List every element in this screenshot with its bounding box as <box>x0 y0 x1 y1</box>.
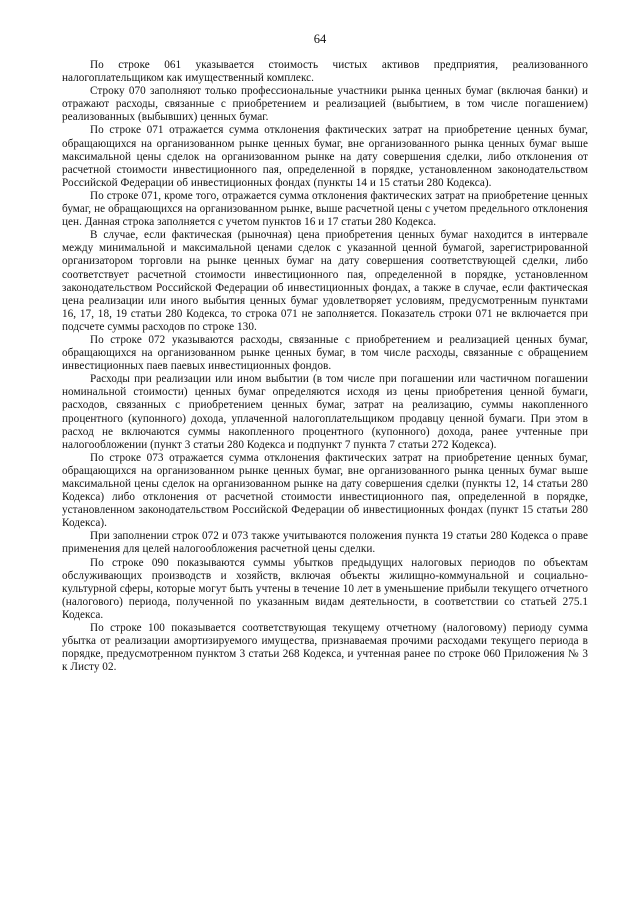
paragraph-line-090: По строке 090 показываются суммы убытков предыдущих налоговых периодов по объектам обслуживающих производств и хозяйств, включая объекты жилищно-коммунальной и социально-культурной сферы, которые могут быть учтены в течение 10 лет в уменьшение прибыли текущего отчетного (налогового) периода, полученной по указанным видам деятельности, в соответствии со статьей 275.1 Кодекса. <box>62 556 588 621</box>
paragraph-line-061: По строке 061 указывается стоимость чистых активов предприятия, реализованного налогоплательщиком как имущественный комплекс. <box>62 59 588 85</box>
paragraph-line-071-additional: По строке 071, кроме того, отражается сумма отклонения фактических затрат на приобретение ценных бумаг, не обращающихся на организованном рынке, выше расчетной цены с учетом предельного отклонения цен. Данная строка заполняется с учетом пунктов 16 и 17 статьи 280 Кодекса. <box>62 189 588 229</box>
paragraph-line-070: Строку 070 заполняют только профессиональные участники рынка ценных бумаг (включая банки) и отражают расходы, связанные с приобретением и реализацией (выбытием, в том числе погашением) реализованных (выбывших) ценных бумаг. <box>62 85 588 124</box>
paragraph-line-100: По строке 100 показывается соответствующая текущему отчетному (налоговому) периоду сумма убытка от реализации амортизируемого имущества, признаваемая прочими расходами текущего периода в порядке, предусмотренном пунктом 3 статьи 268 Кодекса, и учтенная ранее по строке 060 Приложения № 3 к Листу 02. <box>62 622 588 674</box>
paragraph-line-071: По строке 071 отражается сумма отклонения фактических затрат на приобретение ценных бумаг, обращающихся на организованном рынке ценных бумаг, вне организованного рынка ценных бумаг выше максимальной цены сделок на организованном рынке на дату совершения сделки, либо отклонения от расчетной стоимости инвестиционного пая, определенной в порядке, установленном законодательством Российской Федерации об инвестиционных фондах (пункты 14 и 15 статьи 280 Кодекса). <box>62 124 588 189</box>
paragraph-line-072: По строке 072 указываются расходы, связанные с приобретением и реализацией ценных бумаг, обращающихся на организованном рынке ценных бумаг, в том числе расходы, связанные с обращением инвестиционных паев паевых инвестиционных фондов. <box>62 333 588 373</box>
paragraph-disposal-expenses: Расходы при реализации или ином выбытии (в том числе при погашении или частичном погашении номинальной стоимости) ценных бумаг определяются исходя из цены приобретения ценной бумаги, расходов, связанных с приобретением ценных бумаг, затрат на реализацию, суммы накопленного процентного (купонного) дохода, уплаченной налогоплательщиком продавцу ценной бумаги. При этом в расход не включаются суммы накопленного процентного (купонного) дохода, ранее учтенные при налогообложении (пункт 3 статьи 280 Кодекса и подпункт 7 пункта 7 статьи 272 Кодекса). <box>62 373 588 451</box>
paragraph-lines-072-073: При заполнении строк 072 и 073 также учитываются положения пункта 19 статьи 280 Кодекса о праве применения для целей налогообложения расчетной цены сделки. <box>62 530 588 556</box>
paragraph-line-073: По строке 073 отражается сумма отклонения фактических затрат на приобретение ценных бумаг, обращающихся на организованном рынке ценных бумаг, вне организованного рынка ценных бумаг выше максимальной цены сделок на организованном рынке на дату совершения сделки (пункты 12, 14 статьи 280 Кодекса) либо отклонения от расчетной стоимости инвестиционного пая, определенной в порядке, установленном законодательством Российской Федерации об инвестиционных фондах (пункт 15 статьи 280 Кодекса). <box>62 451 588 530</box>
paragraph-market-price-case: В случае, если фактическая (рыночная) цена приобретения ценных бумаг находится в интервале между минимальной и максимальной ценами сделок с указанной ценной бумагой, зарегистрированной организатором торговли на рынке ценных бумаг на дату совершения соответствующей сделки, либо соответствует расчетной стоимости инвестиционного пая, определенной в порядке, установленном законодательством Российской Федерации об инвестиционных фондах, а также в случае, если фактическая цена реализации или иного выбытия ценных бумаг удовлетворяет условиям, предусмотренным пунктами 16, 17, 18, 19 статьи 280 Кодекса, то строка 071 не заполняется. Показатель строки 071 не включается при подсчете суммы расходов по строке 130. <box>62 229 588 333</box>
page-number: 64 <box>313 32 327 46</box>
document-body <box>62 59 588 674</box>
